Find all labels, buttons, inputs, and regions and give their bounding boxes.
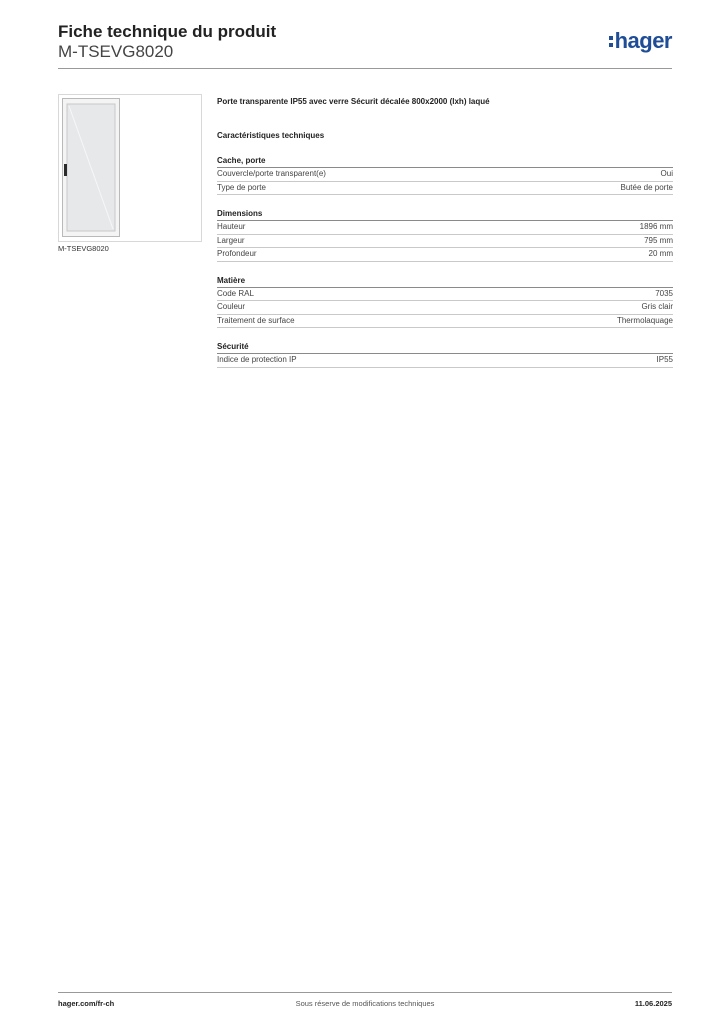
section-heading: Matière bbox=[217, 275, 673, 288]
spec-value: 1896 mm bbox=[639, 222, 673, 231]
spec-value: IP55 bbox=[656, 355, 673, 364]
spec-row bbox=[217, 301, 673, 315]
product-image bbox=[58, 94, 202, 242]
spec-label: Profondeur bbox=[217, 249, 257, 258]
section-heading: Sécurité bbox=[217, 341, 673, 354]
spec-section bbox=[217, 341, 673, 368]
spec-label: Largeur bbox=[217, 235, 245, 245]
spec-value: Gris clair bbox=[641, 302, 673, 311]
section-heading: Cache, porte bbox=[217, 155, 673, 168]
product-content bbox=[217, 96, 673, 368]
spec-label: Traitement de surface bbox=[217, 315, 295, 325]
spec-label: Indice de protection IP bbox=[217, 355, 297, 364]
spec-row bbox=[217, 315, 673, 329]
image-caption: M-TSEVG8020 bbox=[58, 244, 109, 253]
document-header bbox=[58, 22, 276, 62]
spec-row bbox=[217, 248, 673, 262]
spec-value: 20 mm bbox=[648, 249, 673, 258]
product-title: Porte transparente IP55 avec verre Sécurit décalée 800x2000 (lxh) laqué bbox=[217, 97, 490, 106]
page-title: Fiche technique du produit bbox=[58, 22, 277, 41]
footer-date: 11.06.2025 bbox=[634, 999, 672, 1008]
spec-row bbox=[217, 288, 673, 302]
spec-row bbox=[217, 235, 673, 249]
page-footer bbox=[58, 992, 672, 1013]
spec-row bbox=[217, 354, 673, 368]
spec-row bbox=[217, 221, 673, 235]
spec-value: 795 mm bbox=[644, 235, 673, 245]
logo-dots-icon bbox=[609, 34, 613, 48]
section-heading: Dimensions bbox=[217, 208, 673, 221]
spec-row bbox=[217, 168, 673, 182]
hager-logo bbox=[609, 28, 672, 54]
spec-label: Couvercle/porte transparent(e) bbox=[217, 169, 326, 178]
spec-value: 7035 bbox=[655, 288, 673, 298]
spec-section bbox=[217, 275, 673, 329]
spec-section bbox=[217, 208, 673, 262]
door-illustration-icon bbox=[62, 98, 196, 237]
spec-sections bbox=[217, 155, 673, 368]
specs-title: Caractéristiques techniques bbox=[217, 131, 325, 140]
product-reference: M-TSEVG8020 bbox=[58, 42, 174, 61]
spec-value: Thermolaquage bbox=[616, 315, 673, 325]
spec-label: Type de porte bbox=[217, 182, 266, 192]
header-divider bbox=[58, 68, 672, 69]
footer-notice: Sous réserve de modifications techniques bbox=[295, 999, 435, 1008]
footer-website: hager.com/fr-ch bbox=[58, 999, 115, 1008]
spec-value: Oui bbox=[660, 169, 673, 178]
spec-value: Butée de porte bbox=[620, 182, 673, 192]
spec-row bbox=[217, 182, 673, 196]
spec-section bbox=[217, 155, 673, 195]
logo-text: hager bbox=[614, 28, 672, 53]
spec-label: Hauteur bbox=[217, 222, 246, 231]
spec-label: Code RAL bbox=[217, 288, 254, 298]
spec-label: Couleur bbox=[217, 302, 246, 311]
